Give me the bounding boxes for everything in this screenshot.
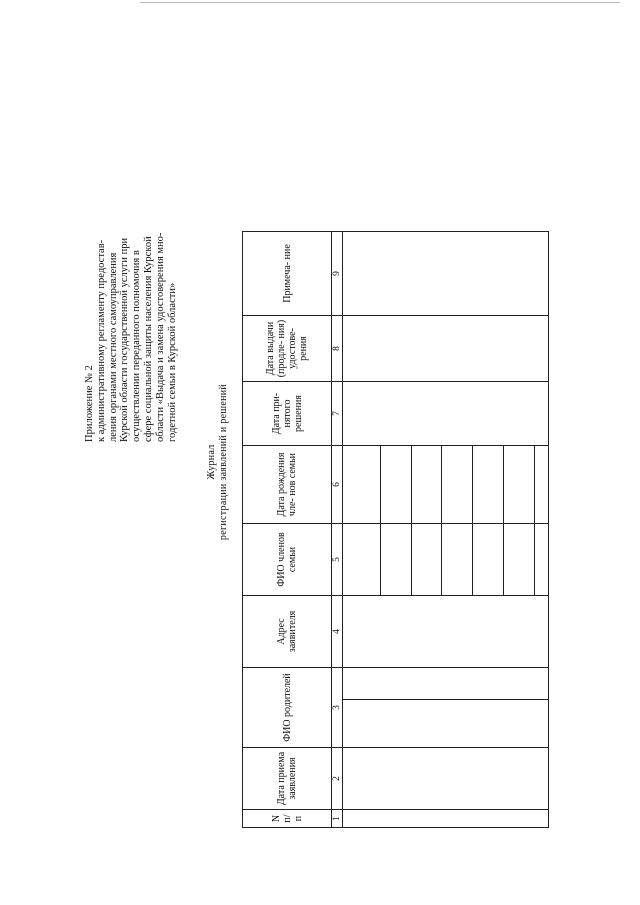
header-cell: Дата приема заявления <box>243 748 332 810</box>
cell-divider <box>441 524 442 595</box>
cell-divider <box>411 446 412 523</box>
column-number: 4 <box>332 596 343 668</box>
header-cell: Дата рождения чле- нов семьи <box>243 446 332 524</box>
column-number: 9 <box>332 232 343 316</box>
cell-divider <box>411 524 412 595</box>
cell-divider <box>503 446 504 523</box>
appendix-line: области «Выдача и замена удостоверения мно- <box>154 232 166 442</box>
header-cell: ФИО членов семьи <box>243 524 332 596</box>
column-number: 7 <box>332 382 343 446</box>
table-cell-family-members <box>343 524 549 596</box>
journal-title: Журнал <box>206 444 217 480</box>
column-number: 2 <box>332 748 343 810</box>
top-border-line <box>140 2 620 3</box>
header-cell: Адрес заявителя <box>243 596 332 668</box>
journal-heading <box>206 312 230 612</box>
table-cell <box>343 316 549 382</box>
column-number: 8 <box>332 316 343 382</box>
cell-divider <box>380 446 381 523</box>
column-number: 6 <box>332 446 343 524</box>
rotated-page <box>60 42 580 842</box>
table-cell <box>343 596 549 668</box>
table-header-row <box>243 232 332 828</box>
table-cell-birth-dates <box>343 446 549 524</box>
header-cell: N п/п <box>243 810 332 828</box>
table-number-row <box>332 232 343 828</box>
header-cell: Дата при- нятого решения <box>243 382 332 446</box>
table-row <box>343 232 549 828</box>
cell-divider <box>472 524 473 595</box>
appendix-line: к административному регламенту предостав- <box>95 239 107 442</box>
cell-divider <box>534 524 535 595</box>
column-number: 3 <box>332 668 343 748</box>
header-cell: Примеча- ние <box>243 232 332 316</box>
header-cell: ФИО родителей <box>243 668 332 748</box>
table-cell-parents <box>343 668 549 748</box>
cell-divider <box>380 524 381 595</box>
cell-divider <box>441 446 442 523</box>
appendix-line: Курской области государственной услуги при <box>119 237 131 442</box>
cell-divider <box>503 524 504 595</box>
table-cell <box>343 232 549 316</box>
appendix-line: годетной семьи в Курской области» <box>166 282 178 442</box>
registration-table <box>242 231 549 828</box>
appendix-line: сфере социальной защиты населения Курской <box>142 236 154 442</box>
cell-divider <box>343 699 548 700</box>
header-cell: Дата выдачи (продле- ния) удостове- рения <box>243 316 332 382</box>
table-cell <box>343 748 549 810</box>
appendix-line: осуществлении переданного полномочия в <box>131 250 143 442</box>
appendix-line: ления органами местного самоуправления <box>107 252 119 442</box>
table-cell <box>343 382 549 446</box>
table-cell <box>343 810 549 828</box>
cell-divider <box>534 446 535 523</box>
appendix-title: Приложение № 2 <box>84 365 95 442</box>
column-number: 5 <box>332 524 343 596</box>
journal-subtitle: регистрации заявлений и решений <box>218 383 229 541</box>
appendix-note <box>84 62 178 442</box>
column-number: 1 <box>332 810 343 828</box>
cell-divider <box>472 446 473 523</box>
